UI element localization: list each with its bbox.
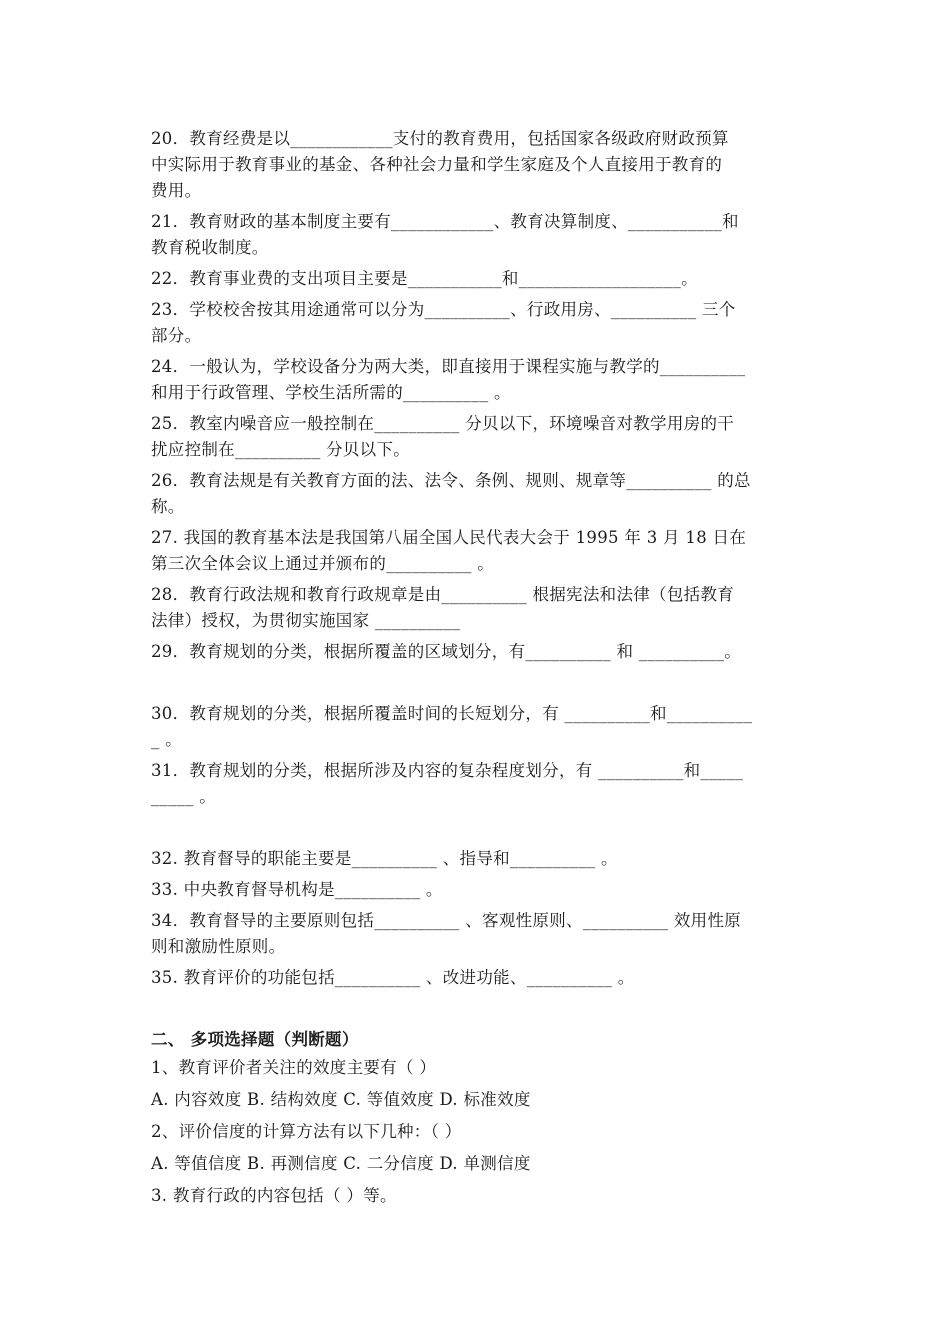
- question-line: 费用。: [151, 181, 202, 200]
- question-line: _ 。: [151, 730, 182, 749]
- mc-options-1: A. 内容效度 B. 结构效度 C. 等值效度 D. 标准效度: [151, 1090, 531, 1109]
- question-line: 28．教育行政法规和教育行政规章是由__________ 根据宪法和法律（包括教育: [151, 585, 735, 604]
- question-20: [151, 126, 801, 204]
- question-line: 30．教育规划的分类，根据所覆盖时间的长短划分，有 __________和__________: [151, 704, 753, 723]
- question-line: 21．教育财政的基本制度主要有____________、教育决算制度、___________和: [151, 212, 739, 231]
- mc-question-3: 3. 教育行政的内容包括（ ）等。: [151, 1186, 397, 1205]
- question-line: 25．教室内噪音应一般控制在__________ 分贝以下，环境噪音对教学用房的干: [151, 414, 735, 433]
- question-line: 34．教育督导的主要原则包括__________ 、客观性原则、__________ 效用性原: [151, 911, 742, 930]
- question-line: 教育税收制度。: [151, 238, 269, 257]
- question-33: [151, 877, 801, 903]
- question-line: 和用于行政管理、学校生活所需的__________ 。: [151, 383, 511, 402]
- mc-question-1: 1、教育评价者关注的效度主要有（ ）: [151, 1058, 437, 1077]
- question-line: 31．教育规划的分类，根据所涉及内容的复杂程度划分，有 __________和_____: [151, 761, 744, 780]
- question-35: [151, 965, 801, 991]
- question-line: 22．教育事业费的支出项目主要是___________和___________________。: [151, 269, 698, 288]
- question-line: 29．教育规划的分类，根据所覆盖的区域划分，有__________ 和 __________。: [151, 642, 742, 661]
- question-32: [151, 846, 801, 872]
- question-line: 33. 中央教育督导机构是__________ 。: [151, 880, 443, 899]
- question-22: [151, 266, 801, 292]
- question-28: [151, 582, 801, 634]
- question-line: 26．教育法规是有关教育方面的法、法令、条例、规则、规章等__________ 的总: [151, 471, 751, 490]
- question-29: [151, 639, 801, 665]
- question-line: _____ 。: [151, 787, 217, 806]
- question-23: [151, 297, 801, 349]
- question-line: 中实际用于教育事业的基金、各种社会力量和学生家庭及个人直接用于教育的: [151, 155, 723, 174]
- question-line: 23．学校校舍按其用途通常可以分为__________、行政用房、__________ 三个: [151, 300, 736, 319]
- question-line: 35. 教育评价的功能包括__________ 、改进功能、__________ 。: [151, 968, 635, 987]
- question-21: [151, 209, 801, 261]
- question-26: [151, 468, 801, 520]
- question-34: [151, 908, 801, 960]
- mc-options-2: A. 等值信度 B. 再测信度 C. 二分信度 D. 单测信度: [151, 1154, 531, 1173]
- mc-question-2: 2、评价信度的计算方法有以下几种：（ ）: [151, 1122, 462, 1141]
- question-line: 则和激励性原则。: [151, 937, 286, 956]
- question-line: 27. 我国的教育基本法是我国第八届全国人民代表大会于 1995 年 3 月 18 日在: [151, 528, 747, 547]
- question-25: [151, 411, 801, 463]
- section-title: 二、 多项选择题（判断题）: [151, 1030, 359, 1049]
- question-line: 第三次全体会议上通过并颁布的__________ 。: [151, 554, 495, 573]
- document-body: [151, 126, 801, 1215]
- question-line: 扰应控制在__________ 分贝以下。: [151, 440, 411, 459]
- question-line: 法律）授权，为贯彻实施国家 __________: [151, 611, 461, 630]
- question-30: [151, 701, 801, 753]
- question-line: 24．一般认为，学校设备分为两大类，即直接用于课程实施与教学的__________: [151, 357, 746, 376]
- question-24: [151, 354, 801, 406]
- question-27: [151, 525, 801, 577]
- question-31: [151, 758, 801, 810]
- question-line: 部分。: [151, 326, 202, 345]
- question-line: 称。: [151, 497, 185, 516]
- question-line: 20．教育经费是以____________支付的教育费用，包括国家各级政府财政预算: [151, 129, 729, 148]
- question-line: 32. 教育督导的职能主要是__________ 、指导和__________ 。: [151, 849, 618, 868]
